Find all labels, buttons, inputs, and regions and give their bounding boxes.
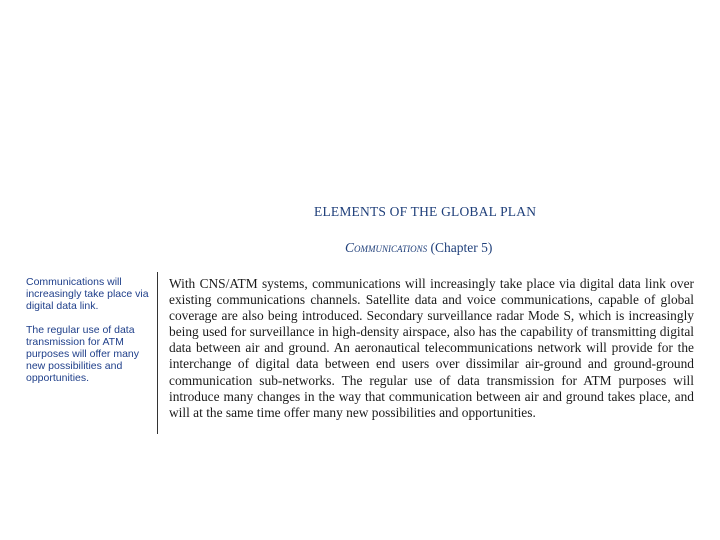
page-heading: ELEMENTS OF THE GLOBAL PLAN — [314, 204, 537, 219]
margin-notes — [26, 276, 154, 396]
section-subheading — [345, 240, 492, 256]
chapter-reference: (Chapter 5) — [430, 240, 493, 255]
vertical-divider — [157, 272, 158, 434]
section-title: Communications — [345, 240, 428, 255]
margin-note: Communications will increasingly take place via digital data link. — [26, 276, 149, 313]
margin-note: The regular use of data transmission for ATM purposes will offer many new possibilities and opportunities. — [26, 323, 140, 385]
body-paragraph: With CNS/ATM systems, communications will increasingly take place via digital data link over existing communications channels. Satellite data and voice communications, capable of global coverage are also being introduced. Secondary surveillance radar Mode S, which is increasingly being used for surveillance in high-density airspace, also has the capability of transmitting digital data between air and ground. An aeronautical telecommunications network will provide for the interchange of digital data between end users over dissimilar air-ground and ground-ground communication sub-networks. The regular use of data transmission for ATM purposes will introduce many changes in the way that communication between air and ground takes place, and will at the same time offer many new possibilities and opportunities. — [169, 276, 694, 420]
